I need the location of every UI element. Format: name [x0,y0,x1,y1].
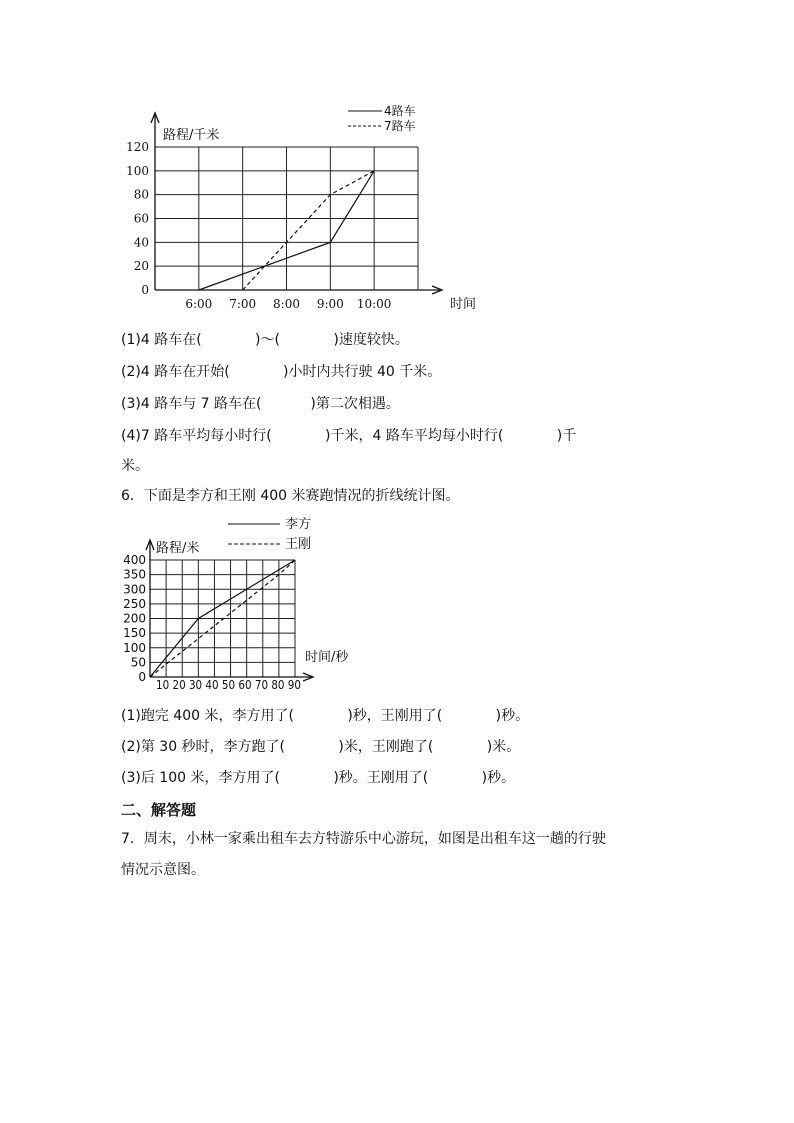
bus-distance-svg [110,95,510,320]
x-tick-label: 7:00 [229,297,257,311]
y-tick-label: 300 [123,582,146,597]
q7-line1: 7．周末，小林一家乘出租车去方特游乐中心游玩，如图是出租车这一趟的行驶 [121,831,606,847]
x-tick-label: 8:00 [273,297,300,311]
y-tick-label: 0 [138,670,146,684]
y-tick-label: 400 [123,553,146,567]
legend-label-2: 7路车 [384,119,416,133]
q6-intro: 6．下面是李方和王刚 400 米赛跑情况的折线统计图。 [121,488,460,504]
y-tick-label: 250 [123,596,146,611]
y-tick-label: 80 [133,187,149,202]
q6-part2: (2)第 30 秒时，李方跑了( )米，王刚跑了( )米。 [121,739,521,755]
y-axis-label: 路程/米 [156,541,200,556]
y-tick-label: 50 [130,655,146,670]
x-tick-label: 10:00 [356,297,392,311]
y-tick-label: 120 [126,140,149,154]
race-distance-svg [115,510,375,695]
q5-part4: (4)7 路车平均每小时行( )千米，4 路车平均每小时行( )千 [121,428,577,444]
y-tick-label: 150 [123,626,146,641]
section-heading: 二、解答题 [121,801,197,819]
q6-part3: (3)后 100 米，李方用了( )秒。王刚用了( )秒。 [121,770,516,786]
y-tick-label: 0 [141,283,149,297]
y-tick-label: 60 [133,211,149,226]
race-distance-chart [115,510,375,695]
legend-label-1: 李方 [285,517,312,532]
bus-distance-chart [110,95,510,320]
x-tick-label: 9:00 [316,297,344,311]
y-tick-label: 40 [133,235,149,250]
q5-part2: (2)4 路车在开始( )小时内共行驶 40 千米。 [121,364,442,380]
legend-label-2: 王刚 [285,537,312,552]
legend-label-1: 4路车 [384,104,416,118]
y-tick-label: 20 [133,259,149,274]
series-line-2 [243,171,374,290]
q5-part1: (1)4 路车在( )～( )速度较快。 [121,332,409,348]
q5-part3: (3)4 路车与 7 路车在( )第二次相遇。 [121,396,400,412]
x-axis-label: 时间 [450,297,477,312]
x-axis-label: 时间/秒 [305,650,349,665]
q7-line2: 情况示意图。 [121,862,205,878]
y-tick-label: 200 [123,611,146,626]
q6-part1: (1)跑完 400 米，李方用了( )秒，王刚用了( )秒。 [121,708,530,724]
x-tick-label: 6:00 [185,297,213,311]
y-axis-label: 路程/千米 [163,128,220,143]
y-tick-label: 350 [123,567,146,582]
y-tick-label: 100 [123,640,146,655]
q5-part4-tail: 米。 [121,458,149,474]
y-tick-label: 100 [126,163,149,178]
x-tick-labels: 10 20 30 40 50 60 70 80 90 [156,678,301,692]
